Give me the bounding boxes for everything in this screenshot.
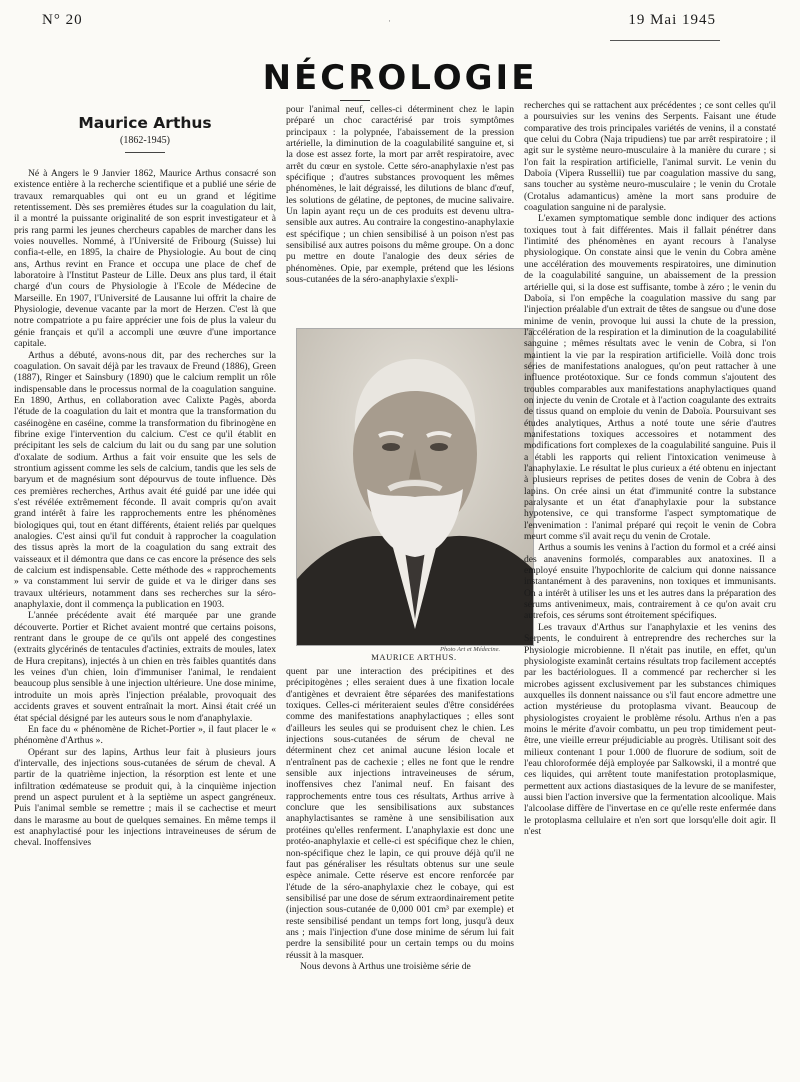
page-header — [0, 12, 800, 36]
section-title: NÉCROLOGIE — [262, 58, 538, 98]
issue-number: N° 20 — [42, 12, 83, 28]
photo-caption: MAURICE ARTHUS. — [371, 652, 457, 662]
paragraph: Opérant sur des lapins, Arthus leur fait à plusieurs jours d'intervalle, des injections sous-cutanées de sérum de cheval. A partir de la quatrième injection, la résorption est lente et une infiltration œdémateuse se produit qui, à la cinquième injection prend un aspect purulent et à la septième un aspect gangréneux. Puis l'animal semble se remettre ; mais il se cachectise et meurt dans le marasme au bout de quelques semaines. En même temps il est anaphylactisé pour les injections intraveineuses de sérum de cheval. Inoffensives — [14, 746, 276, 849]
paragraph: pour l'animal neuf, celles-ci déterminent chez le lapin préparé un choc caractérisé par trois symptômes principaux : la polypnée, l'abaissement de la pression artérielle, la diminution de la coagulabilité sanguine et, si la dose est assez forte, la mort par arrêt respiratoire, avec arrêt du cœur en systole. Cette séro-anaphylaxie n'est pas spécifique ; d'autres substances provoquent les mêmes phénomènes, le lait dégraissé, les dilutions de blanc d'œuf, les solutions de gélatine, de peptones, de mucine salivaire. Un lapin ayant reçu un de ces produits est devenu ultra-sensible aux autres. Au contraire la congestino-anaphylaxie est spécifique ; un chien sensibilisé à un poison n'est pas sensibilisé aux autres poisons du même groupe. On a donc pu mettre en doute l'analogie des deux séries de phénomènes. Opie, par exemple, prétend que les lésions sous-cutanées de la séro-anaphylaxie s'expli- — [286, 104, 514, 286]
column-2-top — [286, 104, 514, 286]
title-rule — [340, 100, 370, 101]
paragraph: quent par une interaction des précipitines et des précipitogènes ; elles seraient dues à une fixation locale d'antigènes et devraient être séparées des manifestations toxiques. Celles-ci mériteraient seules d'être considérées comme des manifestations anaphylactiques ; elles sont d'ailleurs les seules qui se produisent chez le chien. Les injections sous-cutanées de sérum de cheval ne déterminent chez cet animal aucune lésion locale et n'entraînent pas de cachexie ; elles ne font que le rendre sensible aux injections intraveineuses de sérum, inoffensives chez l'animal neuf. En faisant des rapprochements entre tous ces résultats, Arthus arrive à conclure que les sensibilisations aux substances anaphylactisantes se ramène à une sensibilisation aux protéines qu'elles renferment. L'anaphylaxie est donc une protéo-anaphylaxie et celle-ci est spécifique chez le chien, non-spécifique chez le lapin, ce qui prouve déjà qu'il ne faut pas généraliser les résultats obtenus sur une seule espèce animale. Cette réserve est encore renforcée par l'étude de la séro-anaphylaxie chez le cobaye, qui est sensibilisé par une dose de sérum extraordinairement petite (injection sous-cutanée de 0,000 001 cm³ par exemple) et reste sensibilisé pendant un temps fort long, jusqu'à deux ans ; mais l'injection d'une dose minime de sérum lui fait perdre la sensibilité pour un certain temps ou du moins réussit à la masquer. — [286, 666, 514, 961]
paragraph: Né à Angers le 9 Janvier 1862, Maurice Arthus consacré son existence entière à la recherche scientifique et a publié une série de travaux remarquables qui ont eu un grand et légitime retentissement. Dès ses premières études sur la coagulation du lait, il a montré la puissante originalité de son esprit investigateur et à pris rang parmi les jeunes chercheurs capables de marcher dans les voies nouvelles. Nommé, à l'Université de Fribourg (Suisse) lui confia-t-elle, en 1895, la chaire de Physiologie. Au bout de cinq ans, Arthus revint en France et occupa une place de chef de laboratoire à l'Institut Pasteur de Lille. Deux ans plus tard, il était chargé d'un cours de Physiologie à l'Ecole de Médecine de Marseille. En 1907, l'Université de Lausanne lui offrit la chaire de Physiologie, devenue vacante par la mort de Herzen. C'est là que notre compatriote a pu faire apprécier une fois de plus la valeur du génie français et qu'il a accompli une œuvre d'une importance capitale. — [14, 168, 276, 350]
paragraph: recherches qui se rattachent aux précédentes ; ce sont celles qu'il a poursuivies sur les venins des Serpents. Faisant une étude comparative des trois principales variétés de venins, il a constaté que celui du Cobra (Naja tripudiens) tue par arrêt respiratoire ; il agit sur le système neuro-musculaire à la manière du curare ; si l'on fait la respiration artificielle, l'animal survit. Le venin du Daboïa (Vipera Russellii) tue par coagulation massive du sang, sans toucher au système neuro-musculaire ; le venin du Crotale (Crotalus adamanticus) amène la mort sans produire de coagulation sanguine ni de paralysie. — [524, 100, 776, 214]
paragraph: Nous devons à Arthus une troisième série de — [300, 960, 471, 972]
dates-rule — [125, 152, 165, 153]
center-mark: · — [388, 16, 391, 26]
portrait-image — [297, 329, 533, 645]
column-2-bottom — [286, 666, 514, 972]
paragraph: Arthus a débuté, avons-nous dit, par des recherches sur la coagulation. On savait déjà par les travaux de Freund (1886), Green (1887), Ringer et Sainsbury (1890) que le calcium remplit un rôle indispensable dans le processus normal de la coagulation sanguine. En 1890, Arthus, en collaboration avec Calixte Pagès, aborda l'étude de la coagulation du lait et montra que la transformation du caséinogène en caséine, comme la transformation du fibrinogène en fibrine exige l'intervention du calcium. C'est ce qu'il établit en précipitant les sels de calcium du lait ou du sang par une solution d'oxalate de sodium. Arthus a fait voir ensuite que les sels de strontium agissent comme les sels de calcium, tandis que les sels de baryum et de magnésium sont dépourvus de toute influence. Dès ces premières recherches, Arthus avait été guidé par une idée qui s'est révélée extrêmement féconde. Il avait compris qu'on avait grand intérêt à faire les rapprochements entre les phénomènes biologiques qui, tout en étant différents, étaient reliés par quelques analogies. C'est ainsi qu'il fut conduit à rapprocher la coagulation des tissus après la mort de la coagulation du sang extrait des vaisseaux et il démontra que dans ce cas encore la présence des sels de calcium est indispensable. Cette méthode des « rapprochements » va constamment lui servir de guide et va le diriger dans ses travaux ultérieurs, notamment dans ses recherches sur la séro-anaphylaxie, dont il commença la publication en 1903. — [14, 349, 276, 611]
photo-credit: Photo Art et Médecine. — [440, 646, 501, 653]
column-3 — [524, 100, 776, 837]
paragraph: Les travaux d'Arthus sur l'anaphylaxie et les venins des Serpents, le conduirent à entreprendre des recherches sur la Physiologie microbienne. Il n'était pas inutile, en effet, qu'un physiologiste examinât certains résultats trop facilement acceptés par les bactériologues. Il a commencé par rechercher si les microbes agissent exclusivement par les substances chimiques auxquelles ils donnent naissance ou s'il faut encore admettre une action mystérieuse du protoplasma vivant. Beaucoup de physiologistes croyaient le problème résolu. Arthus n'en a pas moins le mérite d'avoir combattu, un peu trop timidement peut-être, une vieille erreur préjudiciable au progrès. Utilisant soit des milieux contenant 1 pour 1.000 de fluorure de sodium, soit de l'eau chloroformée déjà employée par Salkowski, il a montré que ces liquides, qui arrêtent toute manifestation protoplasmique, permettent aux actions diastasiques de la levure de se manifester, aussi bien l'action inversive que la fermentation alcoolique. Mais l'alcoolase diffère de l'invertase en ce qu'elle reste enfermée dans le protoplasma cellulaire et n'en sort que lorsqu'elle doit agir. Il n'est — [524, 621, 776, 837]
issue-date: 19 Mai 1945 — [628, 12, 716, 28]
paragraph: L'année précédente avait été marquée par une grande découverte. Portier et Richet avaient montré que certains poisons, rentrant dans le groupe de ce qu'ils ont appelé des congestines (extraits glycérinés de tentacules d'actinies, extraits de moules, latex de Hura crepitans), injectés à un chien en très faibles quantités dans les veines d'un chien, loin d'immuniser l'animal, le rendaient beaucoup plus sensible à une injection ultérieure. Une dose minime, introduite un mois après l'injection préalable, provoquait des accidents graves et souvent entraînait la mort. Ainsi était créé un état spécial désigné par les auteurs sous le nom d'anaphylaxie. — [14, 610, 276, 724]
column-1 — [14, 168, 276, 849]
paragraph: En face du « phénomène de Richet-Portier », il faut placer le « phénomène d'Arthus ». — [14, 723, 276, 747]
article-title: Maurice Arthus — [78, 114, 212, 132]
paragraph: L'examen symptomatique semble donc indiquer des actions toxiques tout à fait différentes. Mais il fallait pénétrer dans l'intimité des phénomènes en ayant recours à l'analyse physiologique. On constate ainsi que le venin du Cobra amène une accélération des mouvements respiratoires, une diminution de la coagulabilité sanguine, un abaissement de la pression artérielle qui, si la dose est suffisante, tombe à zéro ; le venin du Daboïa, si l'on empêche la coagulation massive du sang par l'injection préalable d'un extrait de têtes de sangsue ou d'une dose minime de venin, provoque lui aussi la chute de la pression, l'accélération de la respiration et la diminution de la coagulabilité sanguine ; mêmes résultats avec le venin de Cobra, si l'on maintient la vie par la respiration artificielle. Voilà donc trois séries de manifestations analogues, qu'on peut rattacher à une influence protéotoxique. Sur ce fonds commun s'ajoutent des troubles comparables aux manifestations anaphylactiques quand on injecte du venin de Crotale et à l'action coagulante des extraits de tissus quand on emploie du venin de Daboïa. Poursuivant ses études analytiques, Arthus a noté toute une série d'autres manifestations toxiques accessoires et notamment des modifications fort complexes de la coagulabilité sanguine. Puis il a établi les rapports qui relient l'intoxication venimeuse à l'anaphylaxie. Le résultat le plus curieux a été obtenu en injectant à plusieurs reprises de petites doses de venin de Cobra à des lapins. On crée ainsi un état d'immunité contre la substance paralysante et un état d'anaphylaxie pour la substance hypotensive, ce qui transforme l'aspect symptomatique de l'envenimation : l'animal préparé qui reçoit le venin de Cobra meurt comme s'il avait reçu du venin de Crotale. — [524, 213, 776, 543]
header-rule — [610, 40, 720, 41]
article-dates: (1862-1945) — [120, 135, 170, 146]
portrait-photo — [296, 328, 534, 646]
paragraph: Arthus a soumis les venins à l'action du formol et a créé ainsi des anavenins formolés, comparables aux anatoxines. Il a employé ensuite l'hypochlorite de calcium qui donne naissance instantanément à des paravenins, non toxiques et immunisants. On a intérêt à utiliser les uns et les autres dans la préparation des sérums antivenimeux, mais, contrairement à ce qu'on avait cru autrefois, ces sérums sont étroitement spécifiques. — [524, 542, 776, 622]
